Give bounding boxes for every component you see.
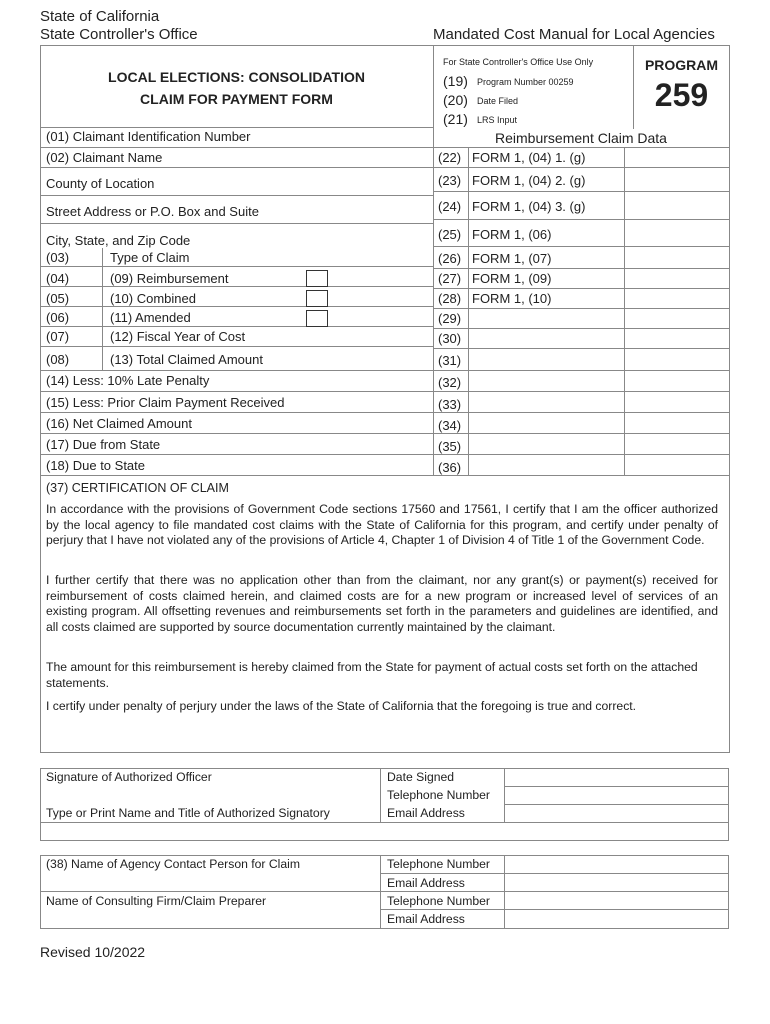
state-name: State of California: [40, 8, 160, 25]
row-35-num: (35): [438, 439, 462, 454]
signature-telephone-input[interactable]: [505, 787, 728, 804]
row-25-num: (25): [438, 227, 462, 242]
combined-label: (10) Combined: [110, 291, 196, 306]
row-27-num: (27): [438, 271, 462, 286]
field-19-num: (19): [443, 73, 468, 89]
date-signed-label: Date Signed: [387, 770, 455, 784]
row-28-num: (28): [438, 291, 462, 306]
revision-date: Revised 10/2022: [40, 944, 146, 960]
program-number: 259: [654, 77, 709, 113]
contact-email-input[interactable]: [505, 874, 728, 891]
agency-contact-label: (38) Name of Agency Contact Person for Claim: [46, 857, 301, 871]
contact-telephone-label: Telephone Number: [387, 857, 490, 871]
signature-officer-label: Signature of Authorized Officer: [46, 770, 212, 784]
row-36-num: (36): [438, 460, 462, 475]
row-30-num: (30): [438, 331, 462, 346]
certification-paragraph-1: In accordance with the provisions of Government Code sections 17560 and 17561, I certify that I am the officer authorized by the local agency to file mandated cost claims with the State of California for this program, and certify under penalty of perjury that I have not violated any of the provisions of Article 4, Chapter 1 of Division 4 of Title 1 of the Government Code.: [46, 502, 718, 547]
due-to-state-label: (18) Due to State: [46, 458, 145, 473]
consultant-email-label: Email Address: [387, 912, 465, 926]
date-signed-input[interactable]: [505, 769, 728, 786]
field-05: (05): [46, 291, 70, 306]
row-24-label: FORM 1, (04) 3. (g): [472, 199, 586, 214]
combined-checkbox[interactable]: [306, 290, 328, 307]
office-use-label: For State Controller's Office Use Only: [443, 57, 594, 67]
consultant-telephone-label: Telephone Number: [387, 894, 490, 908]
row-29-num: (29): [438, 311, 462, 326]
claimant-id-label: (01) Claimant Identification Number: [46, 129, 251, 144]
certification-title: (37) CERTIFICATION OF CLAIM: [46, 481, 229, 495]
lrs-input-label: LRS Input: [477, 115, 518, 125]
program-label: PROGRAM: [644, 57, 719, 73]
field-03: (03): [46, 250, 70, 265]
field-04: (04): [46, 271, 70, 286]
contact-telephone-input[interactable]: [505, 856, 728, 873]
row-22-num: (22): [438, 150, 462, 165]
row-25-label: FORM 1, (06): [472, 227, 552, 242]
field-20-num: (20): [443, 92, 468, 108]
print-name-label: Type or Print Name and Title of Authorized Signatory: [46, 806, 330, 820]
consultant-email-input[interactable]: [505, 910, 728, 928]
amended-checkbox[interactable]: [306, 310, 328, 327]
row-24-num: (24): [438, 199, 462, 214]
net-claimed-amount-label: (16) Net Claimed Amount: [46, 416, 192, 431]
signature-telephone-label: Telephone Number: [387, 788, 490, 802]
contact-email-label: Email Address: [387, 876, 465, 890]
total-claimed-amount-label: (13) Total Claimed Amount: [110, 352, 263, 367]
certification-paragraph-3: The amount for this reimbursement is hereby claimed from the State for payment of actual costs set forth on the attached statements.: [46, 660, 698, 690]
manual-title: Mandated Cost Manual for Local Agencies: [433, 26, 715, 43]
row-22-label: FORM 1, (04) 1. (g): [472, 150, 586, 165]
county-label: County of Location: [46, 176, 155, 191]
prior-payment-label: (15) Less: Prior Claim Payment Received: [46, 395, 285, 410]
reimbursement-checkbox[interactable]: [306, 270, 328, 287]
reimbursement-claim-data-header: Reimbursement Claim Data: [495, 130, 667, 146]
city-state-zip-label: City, State, and Zip Code: [46, 233, 191, 248]
claimant-name-label: (02) Claimant Name: [46, 150, 163, 165]
row-27-label: FORM 1, (09): [472, 271, 552, 286]
field-07: (07): [46, 329, 70, 344]
signature-email-label: Email Address: [387, 806, 465, 820]
row-23-num: (23): [438, 173, 462, 188]
field-06: (06): [46, 310, 70, 325]
type-of-claim-label: Type of Claim: [110, 250, 190, 265]
program-number-label: Program Number 00259: [477, 77, 574, 87]
row-28-label: FORM 1, (10): [472, 291, 552, 306]
late-penalty-label: (14) Less: 10% Late Penalty: [46, 373, 210, 388]
field-08: (08): [46, 352, 70, 367]
consulting-firm-label: Name of Consulting Firm/Claim Preparer: [46, 894, 267, 908]
amended-label: (11) Amended: [110, 310, 191, 325]
consultant-telephone-input[interactable]: [505, 892, 728, 909]
office-name: State Controller's Office: [40, 26, 198, 43]
due-from-state-label: (17) Due from State: [46, 437, 161, 452]
row-23-label: FORM 1, (04) 2. (g): [472, 173, 586, 188]
row-33-num: (33): [438, 397, 462, 412]
date-filed-label: Date Filed: [477, 96, 519, 106]
row-26-label: FORM 1, (07): [472, 251, 552, 266]
reimbursement-label: (09) Reimbursement: [110, 271, 229, 286]
field-21-num: (21): [443, 111, 468, 127]
certification-paragraph-2: I further certify that there was no application other than from the claimant, nor any grant(s) or payment(s) received for reimbursement of costs claimed herein, and claimed costs are for a new program or increased level of services of an existing program. All offsetting revenues and reimbursements set forth in the parameters and guidelines are identified, and all costs claimed are supported by source documentation currently maintained by the claimant.: [46, 573, 718, 634]
signature-email-input[interactable]: [505, 805, 728, 822]
form-title: LOCAL ELECTIONS: CONSOLIDATION CLAIM FOR PAYMENT FORM: [108, 69, 365, 107]
row-31-num: (31): [438, 353, 462, 368]
row-34-num: (34): [438, 418, 462, 433]
row-26-num: (26): [438, 251, 462, 266]
street-address-label: Street Address or P.O. Box and Suite: [46, 204, 259, 219]
row-32-num: (32): [438, 375, 462, 390]
fiscal-year-label: (12) Fiscal Year of Cost: [110, 329, 246, 344]
certification-paragraph-4: I certify under penalty of perjury under the laws of the State of California that the foregoing is true and correct.: [46, 699, 637, 713]
